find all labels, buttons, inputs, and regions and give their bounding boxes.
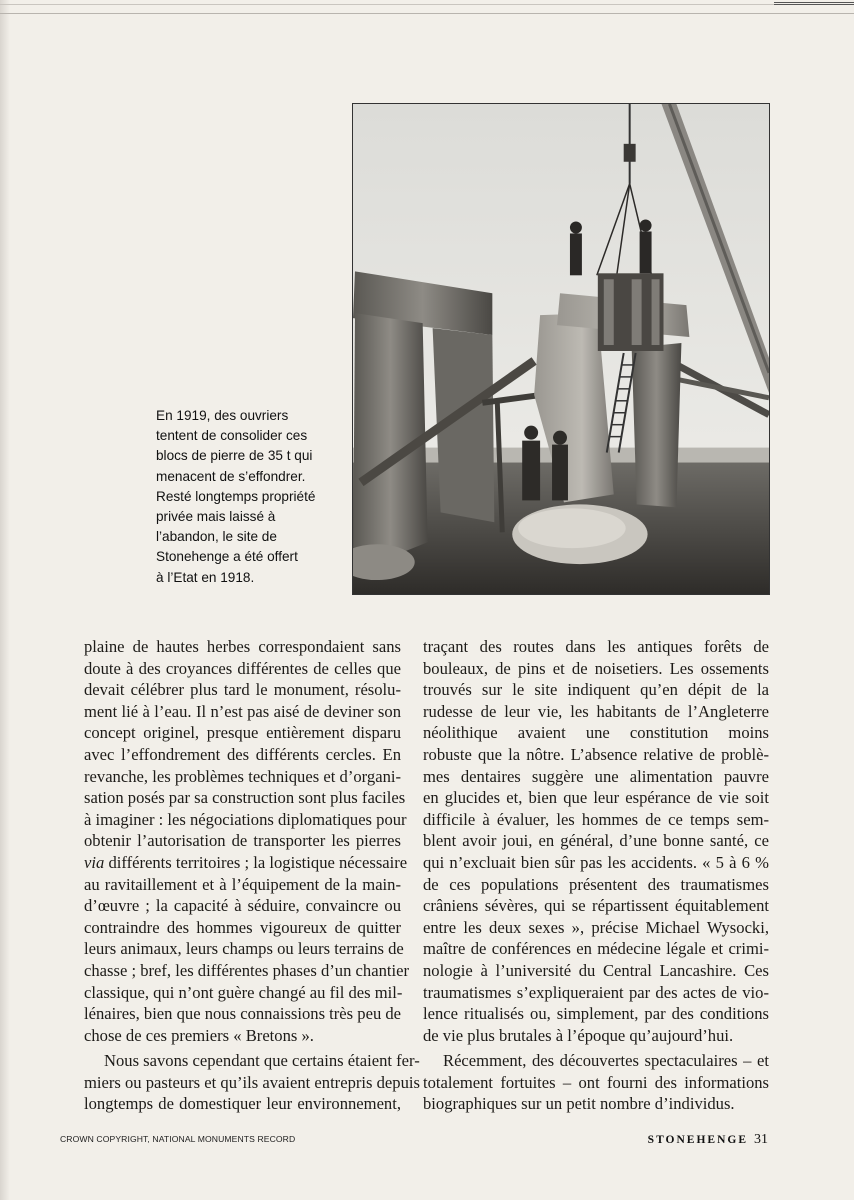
text-line: doute à des croyances différentes de celles que	[84, 658, 401, 678]
text-line: chasse ; bref, les différentes phases d’un chantier	[84, 960, 409, 980]
text-fragment: différents territoires ; la logistique nécessaire	[108, 852, 408, 872]
page-edge-shadow	[0, 0, 10, 1200]
text-line: traumatismes s’expliqueraient par des actes de vio-	[423, 982, 769, 1002]
text-line: qui n’excluait bien sûr pas les accidents. « 5 à 6 %	[423, 852, 769, 872]
caption-line: blocs de pierre de 35 t qui	[156, 448, 313, 464]
caption-line: à l’Etat en 1918.	[156, 569, 255, 585]
text-line: nologie à l’université du Central Lancashire. Ces	[423, 960, 769, 980]
text-line: lence ritualisés ou, simplement, par des conditions	[423, 1004, 769, 1024]
text-line: maître de conférences en médecine légale et crimi-	[423, 939, 769, 959]
header-rule-corner	[774, 2, 854, 12]
caption-line: l’abandon, le site de	[156, 529, 277, 545]
text-line: rudesse de leur vie, les habitants de l’Angleterre	[423, 701, 769, 721]
italic-word: via	[84, 852, 105, 872]
stonehenge-photo-illustration	[353, 104, 769, 594]
photo-credit: CROWN COPYRIGHT, NATIONAL MONUMENTS RECORD	[60, 1134, 296, 1144]
text-line: totalement fortuites – ont fourni des informations	[423, 1072, 769, 1092]
text-line: difficile à évaluer, les hommes de ce temps sem-	[423, 809, 769, 829]
text-line: biographiques sur un petit nombre d’individus.	[423, 1094, 735, 1114]
text-line: mes dentaires suggère une alimentation pauvre	[423, 766, 769, 786]
text-line: bouleaux, de pins et de noisetiers. Les ossements	[423, 658, 769, 678]
caption-line: En 1919, des ouvriers	[156, 408, 289, 423]
page-number: 31	[754, 1132, 768, 1147]
body-column-right	[423, 636, 769, 1115]
text-line: ment lié à l’eau. Il n’est pas aisé de deviner son	[84, 701, 401, 721]
text-line: lénaires, bien que nous connaissions très peu de	[84, 1004, 402, 1024]
caption-line: Resté longtemps propriété	[156, 488, 316, 504]
caption-line: privée mais laissé à	[156, 509, 276, 525]
text-line: trouvés sur le site indiquent qu’en dépit de la	[423, 680, 769, 700]
page-folio	[648, 1131, 768, 1148]
text-line: Récemment, des découvertes spectaculaires – et	[443, 1051, 769, 1071]
text-line: crâniens sévères, qui se répartissent équitablement	[423, 896, 769, 916]
text-line: classique, qui n’ont guère changé au fil des mil-	[84, 982, 403, 1002]
text-line: sation posés par sa construction sont plus faciles	[84, 788, 406, 808]
text-line: chose de ces premiers « Bretons ».	[84, 1025, 314, 1045]
caption-line: Stonehenge a été offert	[156, 549, 298, 565]
text-line: robuste que la nôtre. L’absence relative de problè-	[423, 744, 769, 764]
text-line: à imaginer : les négociations diplomatiques pour	[84, 809, 407, 829]
text-line: concept originel, presque entièrement disparu	[84, 723, 401, 743]
caption-line: menacent de s’effondrer.	[156, 468, 306, 484]
text-line: miers ou pasteurs et qu’ils avaient entrepris depuis	[84, 1072, 420, 1092]
text-line: avec l’effondrement des différents cercles. En	[84, 744, 401, 764]
text-line: d’œuvre ; la capacité à séduire, convaincre ou	[84, 896, 401, 916]
text-line-via	[84, 852, 408, 874]
text-line: leurs animaux, leurs champs ou leurs terrains de	[84, 939, 404, 959]
text-line: de vie plus brutales à l’époque qu’aujourd’hui.	[423, 1025, 734, 1045]
text-line: au ravitaillement et à l’équipement de la main-	[84, 874, 401, 894]
text-line: longtemps de domestiquer leur environnement,	[84, 1094, 401, 1114]
historic-photo	[352, 103, 770, 595]
text-line: plaine de hautes herbes correspondaient sans	[84, 637, 401, 656]
header-rule	[0, 0, 854, 14]
photo-caption	[156, 404, 352, 590]
text-line: Nous savons cependant que certains étaient fer-	[104, 1051, 420, 1071]
text-line: néolithique avaient une constitution moins	[423, 723, 769, 743]
body-column-left	[84, 636, 420, 1115]
text-line: contraindre des hommes vigoureux de quitter	[84, 917, 401, 937]
text-line: de ces populations présentent des traumatismes	[423, 874, 769, 894]
text-line: traçant des routes dans les antiques forêts de	[423, 637, 769, 656]
caption-line: tentent de consolider ces	[156, 428, 308, 444]
text-line: en glucides et, bien que leur espérance de vie soit	[423, 788, 769, 808]
text-line: revanche, les problèmes techniques et d’organi-	[84, 766, 401, 786]
text-line: entre les deux sexes », précise Michael Wysocki,	[423, 917, 769, 937]
text-line: blent avoir joui, en général, d’une bonne santé, ce	[423, 831, 769, 851]
section-name: STONEHENGE	[647, 1134, 748, 1146]
text-line: obtenir l’autorisation de transporter les pierres	[84, 831, 401, 851]
text-line: devait célébrer plus tard le monument, résolu-	[84, 680, 401, 700]
